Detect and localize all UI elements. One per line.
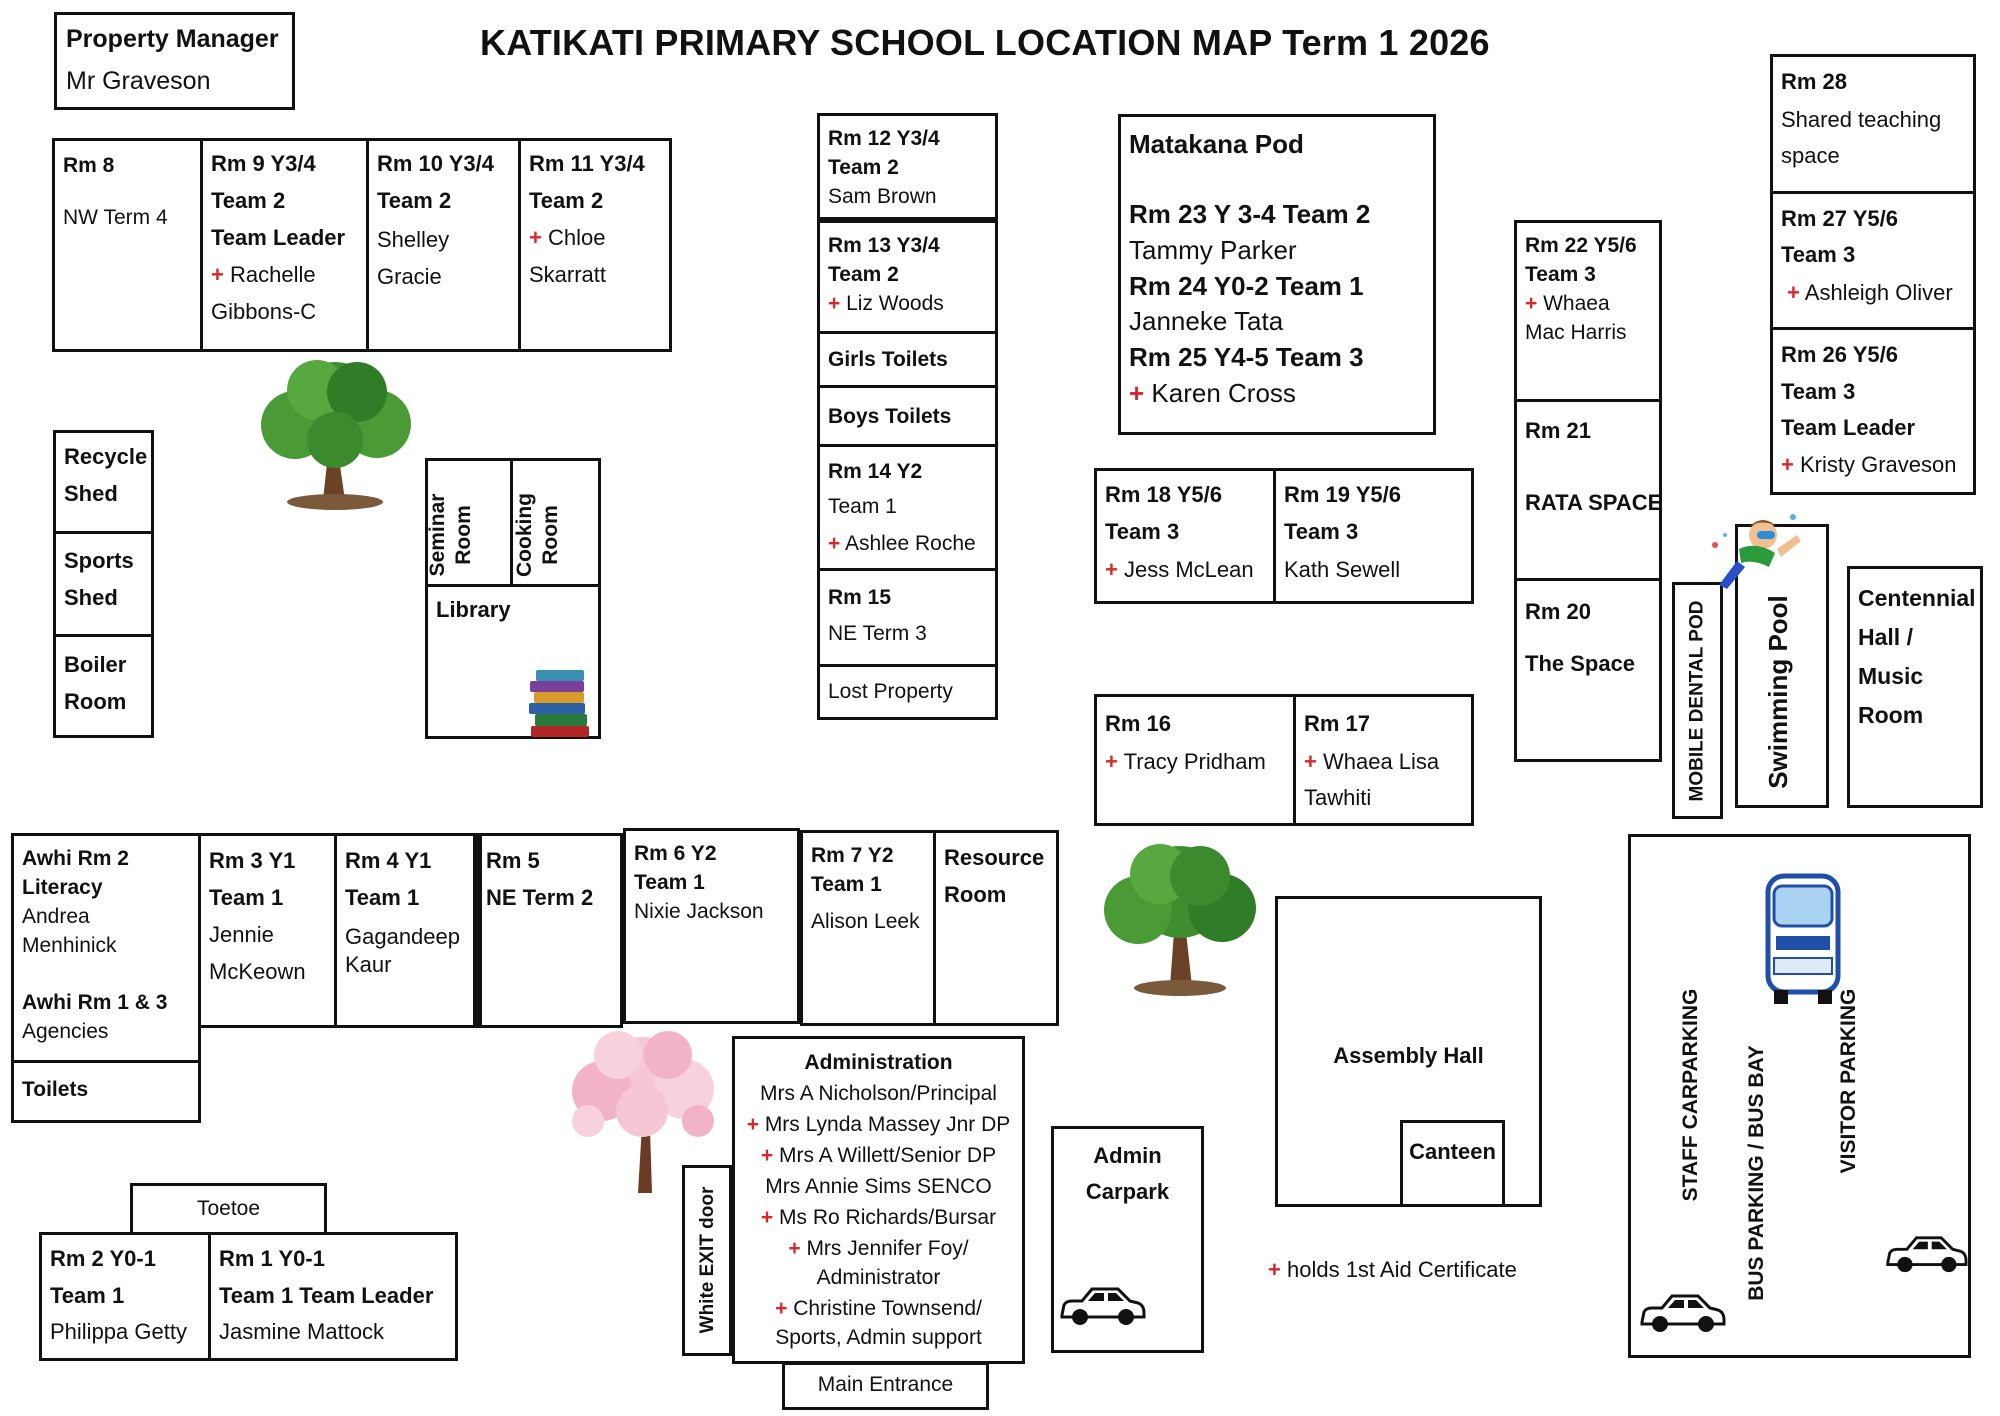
admin-junior-dp: Mrs Lynda Massey Jnr DP: [764, 1113, 1011, 1136]
room-22-teacher-surname: Mac Harris: [1525, 321, 1627, 344]
centennial-hall[interactable]: [1847, 566, 1983, 808]
seminar-label-2: Room: [452, 505, 475, 565]
room-28-number: Rm 28: [1781, 69, 1848, 94]
centennial-hall-label: Centennial: [1858, 585, 1976, 611]
first-aid-icon: +: [1105, 557, 1118, 582]
room-18-teacher: Jess McLean: [1123, 557, 1254, 582]
room-9[interactable]: [200, 138, 369, 352]
recycle-shed[interactable]: [53, 430, 154, 534]
resource-room-label: Resource: [944, 845, 1045, 870]
cooking-label-2: Room: [539, 505, 562, 565]
first-aid-icon: +: [828, 532, 841, 555]
room-9-teacher: Rachelle: [229, 262, 316, 287]
room-18-team: Team 3: [1105, 519, 1180, 544]
lost-property-label: Lost Property: [828, 680, 953, 703]
first-aid-icon: +: [760, 1206, 774, 1229]
girls-toilets[interactable]: [817, 331, 998, 388]
first-aid-icon: +: [760, 1144, 774, 1167]
room-1[interactable]: [208, 1232, 458, 1361]
admin-administrator-role: Administrator: [816, 1266, 941, 1289]
room-15-number: Rm 15: [828, 586, 892, 609]
room-1-team: Team 1 Team Leader: [219, 1283, 434, 1308]
first-aid-icon: +: [828, 292, 841, 315]
cooking-label-1: Cooking: [513, 493, 536, 577]
room-25-label: Rm 25 Y4-5 Team 3: [1129, 342, 1364, 372]
room-27-team: Team 3: [1781, 242, 1856, 267]
room-9-team: Team 2: [211, 188, 286, 213]
room-18-number: Rm 18 Y5/6: [1105, 482, 1223, 507]
room-20[interactable]: [1514, 578, 1662, 762]
admin-administrator-name: Mrs Jennifer Foy/: [806, 1237, 969, 1260]
room-2-team: Team 1: [50, 1283, 125, 1308]
room-12[interactable]: [817, 113, 998, 220]
resource-room-label-2: Room: [944, 882, 1007, 907]
room-17-number: Rm 17: [1304, 711, 1371, 736]
mobile-dental-pod[interactable]: [1672, 582, 1723, 819]
swimmer-icon: [1697, 505, 1805, 597]
room-17-teacher-surname: Tawhiti: [1304, 785, 1372, 810]
room-22-team: Team 3: [1525, 263, 1596, 286]
room-19-team: Team 3: [1284, 519, 1359, 544]
room-24-label: Rm 24 Y0-2 Team 1: [1129, 271, 1364, 301]
room-3-teacher: Jennie: [209, 922, 274, 947]
property-manager-name: Mr Graveson: [66, 67, 211, 95]
car-icon: [1056, 1285, 1146, 1329]
girls-toilets-label: Girls Toilets: [828, 348, 948, 371]
room-7-team: Team 1: [811, 873, 882, 896]
boiler-room-label-2: Room: [64, 689, 127, 714]
room-11-number: Rm 11 Y3/4: [529, 151, 645, 176]
seminar-room-label: [425, 480, 477, 590]
room-10-team: Team 2: [377, 188, 452, 213]
car-icon: [1636, 1292, 1726, 1336]
awhi-agencies-label: Agencies: [22, 1020, 109, 1043]
room-7-teacher: Alison Leek: [811, 910, 920, 933]
car-icon: [1882, 1234, 1968, 1276]
seminar-label-1: Seminar: [426, 493, 449, 577]
assembly-hall-label: Assembly Hall: [1333, 1043, 1484, 1068]
first-aid-legend: [1268, 1257, 1517, 1283]
room-15-info: NE Term 3: [828, 622, 927, 645]
first-aid-icon: +: [1129, 378, 1145, 408]
awhi-room-1-3-label: Awhi Rm 1 & 3: [22, 991, 168, 1014]
room-8[interactable]: [52, 138, 203, 352]
admin-bursar: Ms Ro Richards/Bursar: [779, 1206, 997, 1229]
room-12-teacher: Sam Brown: [828, 185, 937, 208]
main-entrance[interactable]: [782, 1362, 989, 1410]
first-aid-icon: +: [1781, 452, 1794, 477]
lost-property[interactable]: [817, 664, 998, 720]
toilets[interactable]: [11, 1060, 201, 1123]
room-5[interactable]: [476, 833, 623, 1028]
oak-tree-icon: [245, 350, 425, 515]
awhi-teacher: Andrea: [22, 905, 90, 928]
room-19-number: Rm 19 Y5/6: [1284, 482, 1402, 507]
room-26-team: Team 3: [1781, 379, 1856, 404]
boiler-room[interactable]: [53, 634, 154, 738]
room-1-teacher: Jasmine Mattock: [219, 1319, 385, 1344]
room-10-number: Rm 10 Y3/4: [377, 151, 495, 176]
room-19[interactable]: [1273, 468, 1474, 604]
resource-room[interactable]: [933, 830, 1059, 1026]
room-5-number: Rm 5: [486, 848, 540, 873]
sports-shed[interactable]: [53, 531, 154, 637]
library-label: Library: [436, 597, 511, 622]
room-21-name: RATA SPACE: [1525, 490, 1663, 515]
toetoe[interactable]: [130, 1183, 327, 1235]
boiler-room-label: Boiler: [64, 652, 127, 677]
first-aid-legend-text: holds 1st Aid Certificate: [1286, 1257, 1517, 1282]
awhi-teacher-surname: Menhinick: [22, 934, 117, 957]
cooking-room-label: [512, 480, 564, 590]
room-19-teacher: Kath Sewell: [1284, 557, 1401, 582]
room-24-teacher: Janneke Tata: [1129, 306, 1284, 336]
room-5-info: NE Term 2: [486, 885, 594, 910]
room-28-info: Shared teaching: [1781, 107, 1942, 132]
room-10-teacher: Shelley: [377, 227, 450, 252]
room-6[interactable]: [623, 828, 800, 1024]
first-aid-icon: +: [1525, 292, 1538, 315]
room-21-number: Rm 21: [1525, 418, 1592, 443]
room-14[interactable]: [817, 444, 998, 571]
room-14-number: Rm 14 Y2: [828, 460, 923, 483]
room-26[interactable]: [1770, 327, 1976, 495]
room-10-teacher-surname: Gracie: [377, 264, 442, 289]
administration-title: Administration: [804, 1051, 953, 1074]
room-26-number: Rm 26 Y5/6: [1781, 342, 1899, 367]
recycle-shed-label-2: Shed: [64, 481, 118, 506]
room-22[interactable]: [1514, 220, 1662, 402]
admin-principal: Mrs A Nicholson/Principal: [760, 1082, 997, 1105]
room-13[interactable]: [817, 220, 998, 334]
room-12-team: Team 2: [828, 156, 899, 179]
first-aid-icon: +: [788, 1237, 801, 1260]
sports-shed-label: Sports: [64, 548, 134, 573]
room-4-teacher-surname: Kaur: [345, 952, 392, 977]
matakana-pod[interactable]: [1118, 114, 1436, 435]
first-aid-icon: +: [529, 225, 542, 250]
room-7[interactable]: [800, 830, 936, 1026]
swimming-pool-label: Swimming Pool: [1763, 595, 1793, 789]
awhi-room[interactable]: [11, 833, 201, 1063]
room-17[interactable]: [1293, 694, 1474, 826]
room-8-number: Rm 8: [63, 154, 115, 177]
room-12-number: Rm 12 Y3/4: [828, 127, 940, 150]
room-20-number: Rm 20: [1525, 599, 1592, 624]
white-exit-door[interactable]: [682, 1165, 732, 1356]
canteen-label: Canteen: [1409, 1139, 1496, 1164]
room-27-number: Rm 27 Y5/6: [1781, 206, 1899, 231]
first-aid-icon: +: [1304, 749, 1317, 774]
admin-carpark-label-2: Carpark: [1085, 1179, 1170, 1204]
room-20-name: The Space: [1525, 651, 1636, 676]
white-exit-door-label: White EXIT door: [697, 1186, 718, 1334]
admin-sports-name: Christine Townsend/: [793, 1297, 982, 1320]
room-3-number: Rm 3 Y1: [209, 848, 296, 873]
room-16[interactable]: [1094, 694, 1296, 826]
room-4[interactable]: [334, 833, 476, 1028]
books-icon: [525, 662, 595, 740]
admin-carpark-label: Admin: [1093, 1143, 1162, 1168]
room-17-teacher: Whaea Lisa: [1322, 749, 1440, 774]
room-1-number: Rm 1 Y0-1: [219, 1246, 325, 1271]
room-22-teacher: Whaea: [1543, 292, 1610, 315]
canteen[interactable]: [1400, 1120, 1505, 1207]
room-28-info-2: space: [1781, 143, 1840, 168]
room-4-team: Team 1: [345, 885, 420, 910]
room-26-teacher: Kristy Graveson: [1799, 452, 1957, 477]
room-2[interactable]: [39, 1232, 211, 1361]
visitor-parking-label: VISITOR PARKING: [1837, 988, 1860, 1174]
room-3[interactable]: [198, 833, 337, 1028]
mobile-dental-pod-label: MOBILE DENTAL POD: [1686, 600, 1708, 802]
centennial-hall-label-2: Hall /: [1858, 624, 1913, 650]
administration[interactable]: [732, 1036, 1025, 1364]
centennial-hall-label-3: Music: [1858, 663, 1924, 689]
boys-toilets-label: Boys Toilets: [828, 405, 952, 428]
toilets-label: Toilets: [22, 1078, 89, 1101]
room-6-teacher: Nixie Jackson: [634, 900, 764, 923]
room-28[interactable]: [1770, 54, 1976, 194]
room-18[interactable]: [1094, 468, 1276, 604]
bus-icon: [1760, 870, 1846, 1006]
room-27[interactable]: [1770, 191, 1976, 330]
room-9-role: Team Leader: [211, 225, 346, 250]
oak-tree-icon: [1094, 836, 1266, 998]
room-11-team: Team 2: [529, 188, 604, 213]
room-11[interactable]: [518, 138, 672, 352]
room-9-number: Rm 9 Y3/4: [211, 151, 316, 176]
room-13-teacher: Liz Woods: [846, 292, 944, 315]
first-aid-icon: +: [746, 1113, 759, 1136]
first-aid-icon: +: [211, 262, 224, 287]
first-aid-icon: +: [1105, 749, 1118, 774]
admin-senior-dp: Mrs A Willett/Senior DP: [779, 1144, 997, 1167]
room-14-team: Team 1: [828, 495, 897, 518]
room-15[interactable]: [817, 568, 998, 667]
property-manager-box: [54, 12, 295, 110]
boys-toilets[interactable]: [817, 385, 998, 447]
room-23-label: Rm 23 Y 3-4 Team 2: [1129, 199, 1371, 229]
room-4-teacher: Gagandeep: [345, 924, 460, 949]
room-26-role: Team Leader: [1781, 415, 1916, 440]
room-23-teacher: Tammy Parker: [1129, 235, 1297, 265]
toetoe-label: Toetoe: [196, 1197, 261, 1220]
main-entrance-label: Main Entrance: [817, 1373, 954, 1396]
room-6-number: Rm 6 Y2: [634, 842, 717, 865]
room-4-number: Rm 4 Y1: [345, 848, 432, 873]
first-aid-icon: +: [775, 1297, 788, 1320]
room-16-teacher: Tracy Pridham: [1123, 749, 1266, 774]
room-11-teacher: Chloe: [547, 225, 606, 250]
admin-sports-role: Sports, Admin support: [775, 1326, 982, 1349]
room-14-teacher: Ashlee Roche: [844, 532, 976, 555]
room-25-teacher: Karen Cross: [1151, 378, 1296, 408]
room-9-teacher-surname: Gibbons-C: [211, 299, 317, 324]
room-2-number: Rm 2 Y0-1: [50, 1246, 156, 1271]
room-11-teacher-surname: Skarratt: [529, 262, 607, 287]
first-aid-icon: +: [1787, 280, 1800, 305]
first-aid-icon: +: [1268, 1257, 1281, 1282]
room-6-team: Team 1: [634, 871, 705, 894]
matakana-pod-title: Matakana Pod: [1129, 129, 1304, 159]
recycle-shed-label: Recycle: [64, 444, 148, 469]
property-manager-heading: Property Manager: [66, 25, 279, 53]
room-10[interactable]: [366, 138, 521, 352]
centennial-hall-label-4: Room: [1858, 702, 1924, 728]
awhi-room-2-label: Awhi Rm 2: [22, 847, 129, 870]
room-13-team: Team 2: [828, 263, 899, 286]
room-8-info: NW Term 4: [63, 206, 168, 229]
room-22-number: Rm 22 Y5/6: [1525, 234, 1637, 257]
room-13-number: Rm 13 Y3/4: [828, 234, 940, 257]
cooking-room[interactable]: [510, 458, 601, 587]
awhi-literacy-label: Literacy: [22, 876, 103, 899]
sports-shed-label-2: Shed: [64, 585, 118, 610]
admin-senco: Mrs Annie Sims SENCO: [765, 1175, 992, 1198]
room-2-teacher: Philippa Getty: [50, 1319, 187, 1344]
room-27-teacher: Ashleigh Oliver: [1804, 280, 1953, 305]
room-7-number: Rm 7 Y2: [811, 844, 894, 867]
staff-carparking-label: STAFF CARPARKING: [1679, 988, 1702, 1202]
room-3-teacher-surname: McKeown: [209, 959, 306, 984]
map-title: KATIKATI PRIMARY SCHOOL LOCATION MAP Term 1 2026: [480, 22, 1490, 63]
bus-parking-label: BUS PARKING / BUS BAY: [1745, 1045, 1768, 1301]
room-3-team: Team 1: [209, 885, 284, 910]
room-16-number: Rm 16: [1105, 711, 1172, 736]
seminar-room[interactable]: [425, 458, 513, 587]
room-21[interactable]: [1514, 399, 1662, 581]
